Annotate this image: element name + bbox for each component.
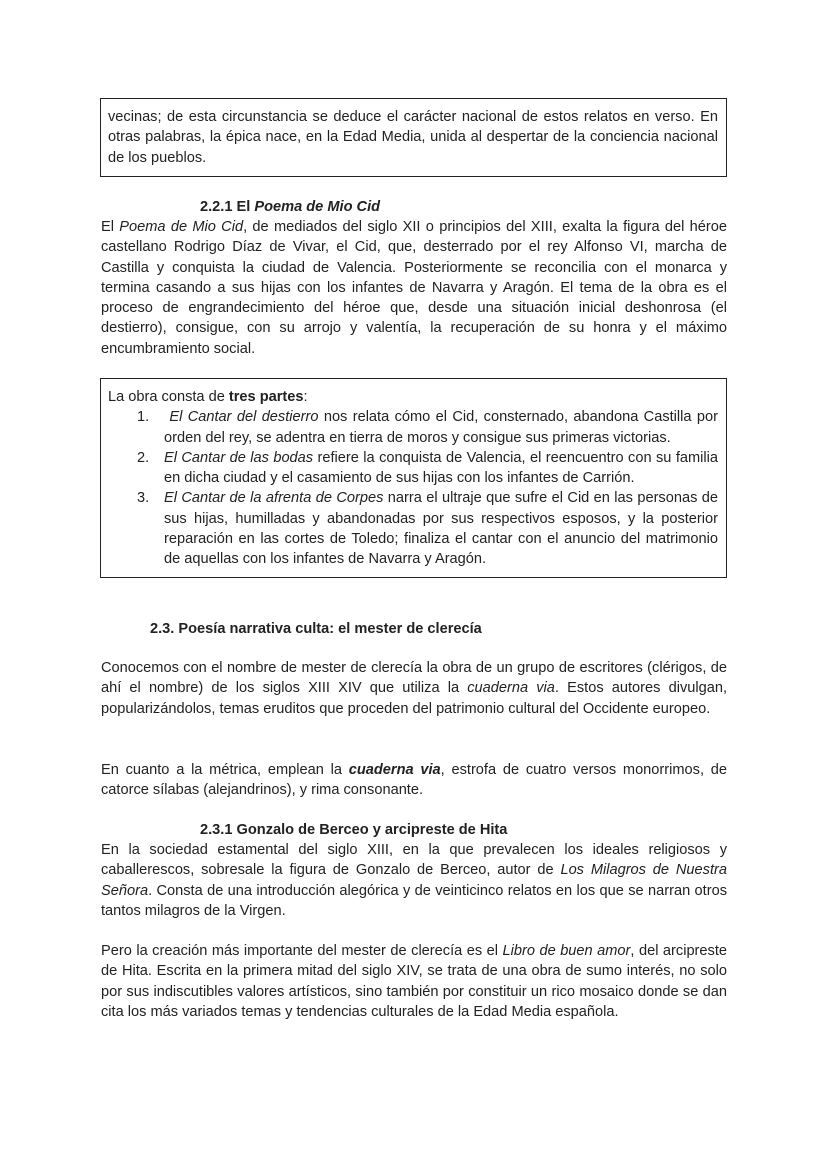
three-parts-list xyxy=(137,407,718,569)
clerecia-p1-term: cuaderna via xyxy=(467,680,555,697)
berceo-p-a: En la sociedad estamental del siglo XIII, en la que prevalecen los ideales religiosos y caballerescos, sobresale la figura de Gonzalo de Berceo, autor de xyxy=(101,842,727,879)
list-item xyxy=(137,448,718,489)
three-parts-intro xyxy=(108,387,726,407)
section-heading-2-3: 2.3. Poesía narrativa culta: el mester de clerecía xyxy=(150,621,482,637)
hita-p-c: , del arcipreste de Hita. Escrita en la primera mitad del siglo XIV, se trata de una obra de sumo interés, no solo por sus indiscutibles valores artísticos, sino también por constituir un rico mosaico donde se dan cita los más variados temas y tendencias culturales de la Edad Media española. xyxy=(101,943,728,1020)
section-heading-2-2-1 xyxy=(200,197,700,217)
clerecia-p1-c: . Estos autores divulgan, popularizándolos, temas eruditos que proceden del patrimonio cultural del Occidente europeo. xyxy=(101,680,728,717)
clerecia-p2-a: En cuanto a la métrica, emplean la xyxy=(101,762,349,778)
clerecia-paragraph-1 xyxy=(101,658,727,719)
list-item-title: El Cantar de las bodas xyxy=(164,449,314,466)
berceo-paragraph xyxy=(101,840,727,921)
heading-title: Poema de Mio Cid xyxy=(254,199,381,215)
list-item-number: 1. xyxy=(137,409,150,426)
clerecia-p2-c: , estrofa de cuatro versos monorrimos, de catorce sílabas (alejandrinos), y rima consonante. xyxy=(101,762,727,799)
clerecia-p2-term: cuaderna via xyxy=(348,762,441,778)
berceo-p-title: Los Milagros de Nuestra Señora xyxy=(101,862,727,899)
three-parts-intro-c: : xyxy=(303,389,308,405)
three-parts-box xyxy=(100,378,727,578)
berceo-p-c: . Consta de una introducción alegórica y de veinticinco relatos en los que se narran otros tantos milagros de la Virgen. xyxy=(101,882,727,919)
cid-paragraph xyxy=(101,217,727,359)
epic-note-text: vecinas; de esta circunstancia se deduce el carácter nacional de estos relatos en verso. En otras palabras, la épica nace, en la Edad Media, unida al despertar de la conciencia nacional de los pueblos. xyxy=(108,109,718,166)
list-item xyxy=(137,407,718,448)
cid-paragraph-title: Poema de Mio Cid xyxy=(119,219,244,235)
list-item-title: El Cantar del destierro xyxy=(169,409,319,426)
hita-paragraph xyxy=(101,941,727,1022)
three-parts-intro-a: La obra consta de xyxy=(108,389,229,405)
list-item-title: El Cantar de la afrenta de Corpes xyxy=(164,490,384,507)
clerecia-p1-a: Conocemos con el nombre de mester de clerecía la obra de un grupo de escritores (clérigos, de ahí el nombre) de los siglos XIII XIV que utiliza la xyxy=(101,660,727,697)
clerecia-paragraph-2 xyxy=(101,760,727,801)
list-item-number: 3. xyxy=(137,490,150,507)
three-parts-intro-b: tres partes xyxy=(228,389,304,405)
heading-number: 2.2.1 El xyxy=(200,199,255,215)
list-item-text: narra el ultraje que sufre el Cid en las personas de sus hijas, humilladas y abandonadas por sus respectivos esposos, y la posterior reparación en las cortes de Toledo; finaliza el cantar con el anuncio del matrimonio de aquellas con los infantes de Navarra y Aragón. xyxy=(164,490,718,568)
list-item xyxy=(137,488,718,569)
list-item-text: refiere la conquista de Valencia, el reencuentro con su familia en dicha ciudad y el casamiento de sus hijas con los infantes de Carrión. xyxy=(164,449,718,487)
cid-paragraph-c: , de mediados del siglo XII o principios del XIII, exalta la figura del héroe castellano Rodrigo Díaz de Vivar, el Cid, que, desterrado por el rey Alfonso VI, marcha de Castilla y conquista la ciudad de Valencia. Posteriormente se reconcilia con el monarca y termina casando a sus hijas con los infantes de Navarra y Aragón. El tema de la obra es el proceso de engrandecimiento del héroe que, desde una situación inicial deshonrosa (el destierro), consigue, con su arrojo y valentía, la recuperación de su honra y el máximo encumbramiento social. xyxy=(101,219,727,357)
list-item-number: 2. xyxy=(137,449,150,466)
list-item-text: nos relata cómo el Cid, consternado, abandona Castilla por orden del rey, se adentra en tierra de moros y consigue sus primeras victorias. xyxy=(164,409,718,446)
hita-p-title: Libro de buen amor xyxy=(502,943,631,959)
hita-p-a: Pero la creación más importante del mester de clerecía es el xyxy=(101,943,503,959)
cid-paragraph-a: El xyxy=(101,219,120,235)
section-heading-2-3-1: 2.3.1 Gonzalo de Berceo y arcipreste de Hita xyxy=(200,822,508,838)
epic-note-box xyxy=(100,98,727,177)
